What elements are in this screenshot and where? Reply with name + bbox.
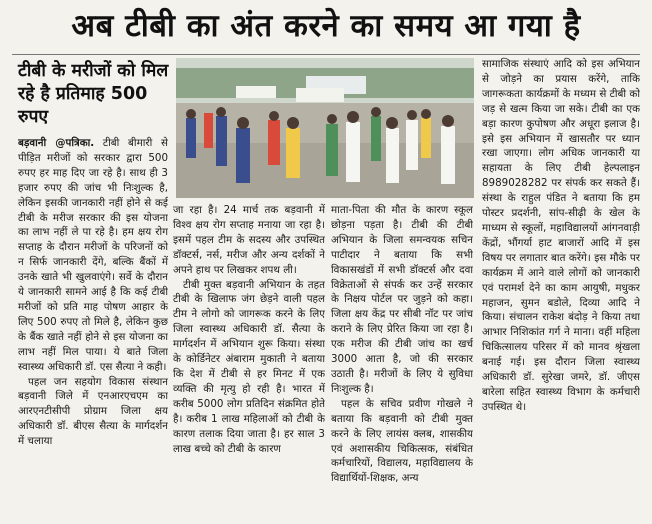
- article-column-4: [482, 57, 640, 517]
- rally-photo-illustration: [176, 58, 474, 198]
- lead-paragraph: [18, 136, 168, 375]
- article-paragraph: माता-पिता की मौत के कारण स्कूल छोड़ना पड़ता है। टीबी की टीबी अभियान के जिला समन्वयक सचिन पाटीदार ने बताया कि सभी विकासखंडों में सभी डॉक्टर्स और दवा विक्रेताओं से संपर्क कर उन्हें सरकार के निक्षय पोर्टल पर जुड़ने को कहा। जिला क्षय केंद्र पर सीबी नॉट पर जांच कराने के लिए प्रेरित किया जा रहा है। एक मरीज की टीबी जांच का खर्च 3000 आता है, जो की सरकार उठाती है। मरीजों के लिए ये सुविधा निःशुल्क है।: [331, 204, 473, 395]
- photo-of-awareness-rally: [176, 58, 474, 198]
- article-paragraph: पहल जन सहयोग विकास संस्थान बड़वानी जिले में एनआरएचएम का आरएनटीसीपी प्रोग्राम जिला क्षय अधिकारी डॉ. बीएस सैत्या के मार्गदर्शन में चलाया: [18, 375, 168, 448]
- article-paragraph: जा रहा है। 24 मार्च तक बड़वानी में विश्व क्षय रोग सप्ताह मनाया जा रहा है। इसमें पहल टीम के सदस्य और उपस्थित डॉक्टर्स, नर्स, मरीज और अन्य दर्शकों ने अपने हाथ पर लिखकर शपथ ली।: [173, 204, 325, 276]
- article-column-3: [331, 203, 473, 524]
- headline-rule: [12, 54, 640, 55]
- headline: अब टीबी का अंत करने का समय आ गया है: [71, 8, 581, 44]
- article-column-2: [173, 203, 325, 524]
- lead-paragraph-text: टीबी बीमारी से पीड़ित मरीजों को सरकार द्वारा 500 रुपए हर माह दिए जा रहे है। साथ ही 3 हजार रुपए की जांच भी निःशुल्क है, लेकिन इसकी जानकारी नहीं होने से कई टीबी के मरीज सरकार की इस योजना का लाभ नहीं ले पा रहे है। हम क्षय रोग सप्ताह के दौरान मरीजों के परिजनों को न सिर्फ जानकारी देंगे, बल्कि बैंकों में उनके खाते भी खुलवाएंगे। सर्वे के दौरान ये जानकारी सामने आई है कि कई टीबी मरीजों को प्रति माह पोषण आहार के लिए 500 रुपए तो मिले है, लेकिन कुछ के बैंक खाते नहीं होने से इस योजना का लाभ नहीं मिल पाया। ये बाते जिला स्वास्थ्य अधिकारी डॉ. एस सैत्या ने कही।: [18, 137, 168, 373]
- article-column-1: [18, 136, 168, 524]
- article-paragraph: टीबी मुक्त बड़वानी अभियान के तहत टीबी के खिलाफ जंग छेड़ने वाली पहल टीम ने लोगो को जागरूक करने के लिए जिला स्वास्थ्य अधिकारी डॉ. सैत्या के मार्गदर्शन में अभियान शुरू किया। संस्था के कोर्डिनेटर अंबाराम मुकाती ने बताया कि देश में टीबी से हर मिनट में एक व्यक्ति की मृत्यु हो रही है। भारत में करीब 5000 लोग प्रतिदिन संक्रमित होते है। करीब 1 लाख महिलाओं को टीबी के कारण तलाक दिया जाता है। हर साल 3 लाख बच्चे को टीबी के कारण: [173, 278, 325, 455]
- dateline: बड़वानी @पत्रिका.: [18, 137, 95, 149]
- article-paragraph: सामाजिक संस्थाएं आदि को इस अभियान से जोड़ने का प्रयास करेंगे, ताकि जागरूकता कार्यक्रमों के मध्यम से टीबी को जड़ से खत्म किया जा सके। टीबी का एक बड़ा कारण कुपोषण और अधूरा इलाज है। इसे इस अभियान में खासतौर पर ध्यान रखा जाएगा। लोग अधिक जानकारी या सहायता के लिए टीबी हेल्पलाइन 8989028282 पर संपर्क कर सकते हैं। संस्था के राहुल पंडित ने बताया कि हम पोस्टर प्रदर्शनी, सांप-सीढ़ी के खेल के माध्यम से स्कूलों, महाविद्यालयों आंगनवाड़ी केंद्रों, भौंगर्या हाट बाजारों आदि में इस विषय पर लगातार बात करेंगे। इस मौके पर कार्यक्रम में आने वाले लोगों को जानकारी एवं परामर्श देने का काम आयुषी, मधुकर महाजन, सुमन बडोले, दिव्या आदि ने किया। संचालन राकेश बंदोड़ ने किया तथा आभार निशिकांत गर्ग ने माना। वहीं महिला चिकित्सालय परिसर में को मानव श्रृंखला बनाई गई। इस दौरान जिला स्वास्थ्य अधिकारी डॉ. सुरेखा जमरे, डॉ. जीएस बारेला सहित स्वास्थ्य विभाग के कर्मचारी उपस्थित थे।: [482, 58, 640, 413]
- subheadline: टीबी के मरीजों को मिल रहे है प्रतिमाह 500 रुपए: [18, 61, 169, 127]
- article-paragraph: पहल के सचिव प्रवीण गोखले ने बताया कि बड़वानी को टीबी मुक्त करने के लिए लायंस क्लब, शासकीय एवं अशासकीय चिकित्सक, संबंधित कर्मचारियों, विद्यालय, महाविद्यालय के विद्यार्थियों-शिक्षक, अन्य: [331, 397, 473, 485]
